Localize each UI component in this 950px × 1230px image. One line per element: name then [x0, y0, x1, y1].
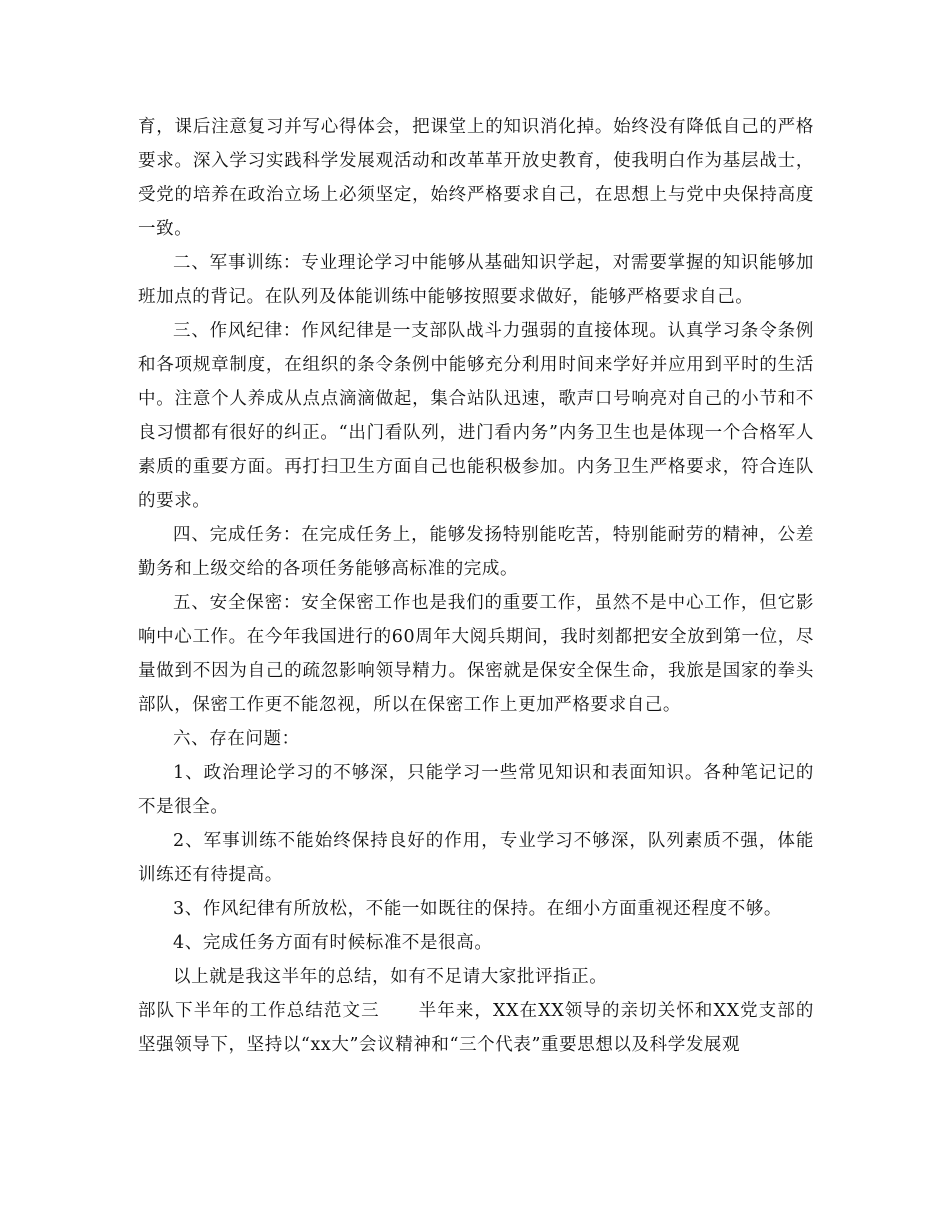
paragraph-section-three: [138, 994, 814, 1062]
paragraph-problem-1: 1、政治理论学习的不够深，只能学习一些常见知识和表面知识。各种笔记记的不是很全。: [138, 763, 814, 817]
section-three-text: 半年来，XX在XX领导的亲切关怀和XX党支部的坚强领导下，坚持以“xx大”会议精神和“三个代表”重要思想以及科学发展观: [138, 1001, 814, 1055]
section-three-heading: 部队下半年的工作总结范文三: [138, 1001, 380, 1021]
document-body: [138, 110, 814, 1062]
paragraph-problems-heading: 六、存在问题：: [173, 729, 300, 749]
paragraph-problem-3: 3、作风纪律有所放松，不能一如既往的保持。在细小方面重视还程度不够。: [173, 899, 783, 919]
paragraph-problem-4: 4、完成任务方面有时候标准不是很高。: [173, 933, 493, 953]
paragraph-intro-continuation: 育，课后注意复习并写心得体会，把课堂上的知识消化掉。始终没有降低自己的严格要求。深入学习实践科学发展观活动和改革革开放史教育，使我明白作为基层战士，受党的培养在政治立场上必须坚定，始终严格要求自己，在思想上与党中央保持高度一致。: [138, 117, 814, 239]
paragraph-tasks: 四、完成任务：在完成任务上，能够发扬特别能吃苦，特别能耐劳的精神，公差勤务和上级交给的各项任务能够高标准的完成。: [138, 525, 814, 579]
paragraph-problem-2: 2、军事训练不能始终保持良好的作用，专业学习不够深，队列素质不强，体能训练还有待提高。: [138, 831, 814, 885]
paragraph-discipline: 三、作风纪律：作风纪律是一支部队战斗力强弱的直接体现。认真学习条令条例和各项规章制度，在组织的条令条例中能够充分利用时间来学好并应用到平时的生活中。注意个人养成从点点滴滴做起，集合站队迅速，歌声口号响亮对自己的小节和不良习惯都有很好的纠正。“出门看队列，进门看内务”内务卫生也是体现一个合格军人素质的重要方面。再打扫卫生方面自己也能积极参加。内务卫生严格要求，符合连队的要求。: [138, 321, 814, 511]
paragraph-security: 五、安全保密：安全保密工作也是我们的重要工作，虽然不是中心工作，但它影响中心工作。在今年我国进行的60周年大阅兵期间，我时刻都把安全放到第一位，尽量做到不因为自己的疏忽影响领导精力。保密就是保安全保生命，我旅是国家的拳头部队，保密工作更不能忽视，所以在保密工作上更加严格要求自己。: [138, 593, 814, 715]
paragraph-military-training: 二、军事训练：专业理论学习中能够从基础知识学起，对需要掌握的知识能够加班加点的背记。在队列及体能训练中能够按照要求做好，能够严格要求自己。: [138, 253, 814, 307]
paragraph-closing: 以上就是我这半年的总结，如有不足请大家批评指正。: [173, 967, 608, 987]
